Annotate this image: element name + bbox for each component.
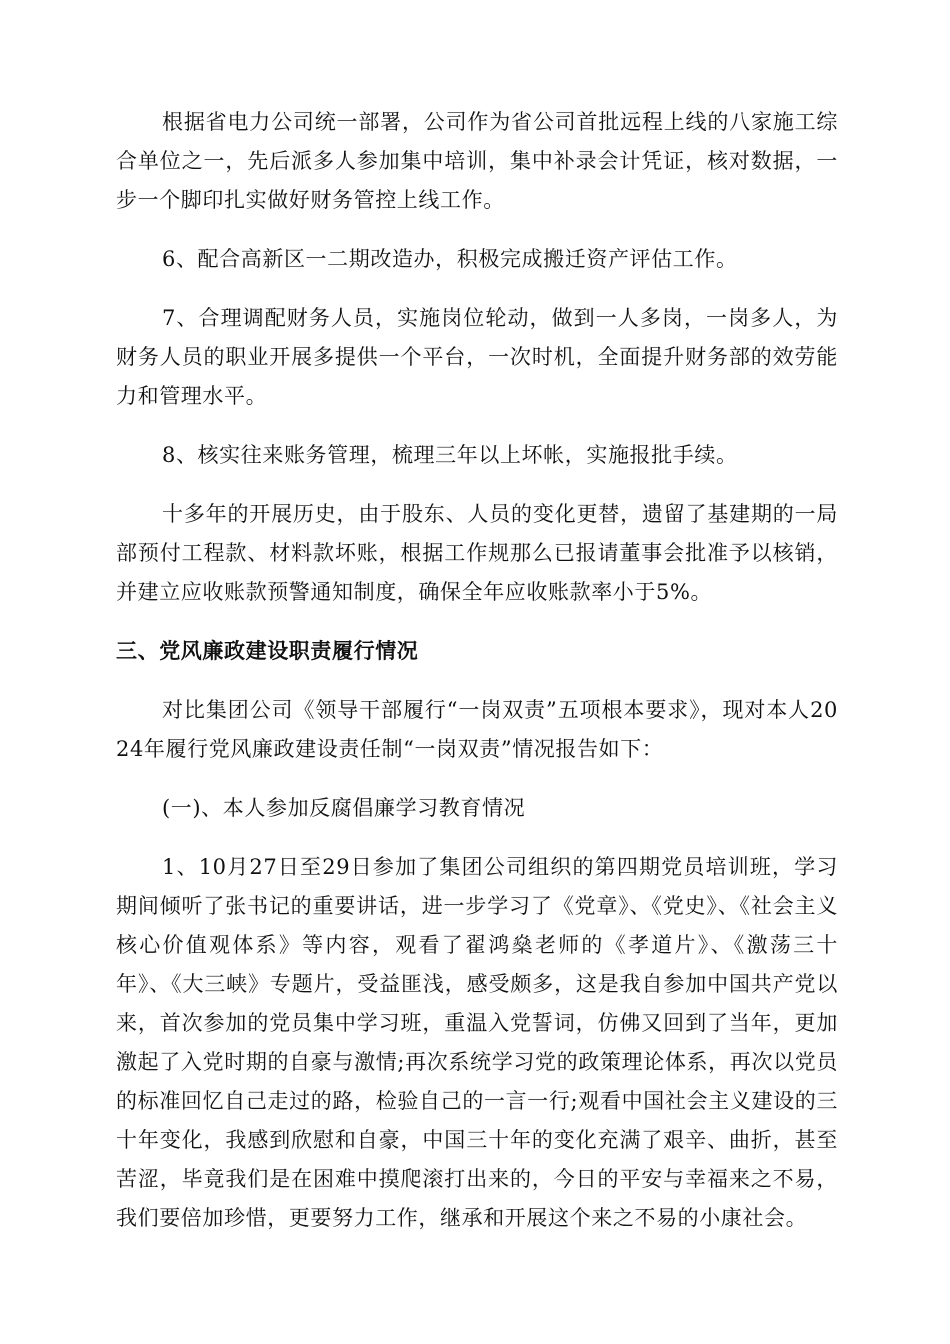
paragraph-bad-debt: 十多年的开展历史，由于股东、人员的变化更替，遗留了基建期的一局部预付工程款、材料款坏账，根据工作规那么已报请董事会批准予以核销，并建立应收账款预警通知制度，确保全年应收账款率小于5%。 <box>116 502 838 604</box>
paragraph-training-class: 1、10月27日至29日参加了集团公司组织的第四期党员培训班，学习期间倾听了张书记的重要讲话，进一步学习了《党章》、《党史》、《社会主义核心价值观体系》等内容，观看了翟鸿燊老师的《孝道片》、《激荡三十年》、《大三峡》专题片，受益匪浅，感受颇多，这是我自参加中国共产党以来，首次参加的党员集中学习班，重温入党誓词，仿佛又回到了当年，更加激起了入党时期的自豪与激情;再次系统学习党的政策理论体系，再次以党员的标准回忆自己走过的路，检验自己的一言一行;观看中国社会主义建设的三十年变化，我感到欣慰和自豪，中国三十年的变化充满了艰辛、曲折，甚至苦涩，毕竟我们是在困难中摸爬滚打出来的，今日的平安与幸福来之不易，我们要倍加珍惜，更要努力工作，继承和开展这个来之不易的小康社会。 <box>116 855 838 1230</box>
paragraph-item-6: 6、配合高新区一二期改造办，积极完成搬迁资产评估工作。 <box>162 247 738 271</box>
paragraph-item-8: 8、核实往来账务管理，梳理三年以上坏帐，实施报批手续。 <box>162 443 738 467</box>
paragraph-online-finance: 根据省电力公司统一部署，公司作为省公司首批远程上线的八家施工综合单位之一，先后派多人参加集中培训，集中补录会计凭证，核对数据，一步一个脚印扎实做好财务管控上线工作。 <box>116 110 838 212</box>
subheading-study-education: (一)、本人参加反腐倡廉学习教育情况 <box>162 796 526 820</box>
section-heading: 三、党风廉政建设职责履行情况 <box>116 639 419 663</box>
paragraph-item-7: 7、合理调配财务人员，实施岗位轮动，做到一人多岗，一岗多人，为财务人员的职业开展多提供一个平台，一次时机，全面提升财务部的效劳能力和管理水平。 <box>116 306 838 408</box>
paragraph-report-intro: 对比集团公司《领导干部履行“一岗双责”五项根本要求》，现对本人2024年履行党风廉政建设责任制“一岗双责”情况报告如下： <box>116 698 838 761</box>
